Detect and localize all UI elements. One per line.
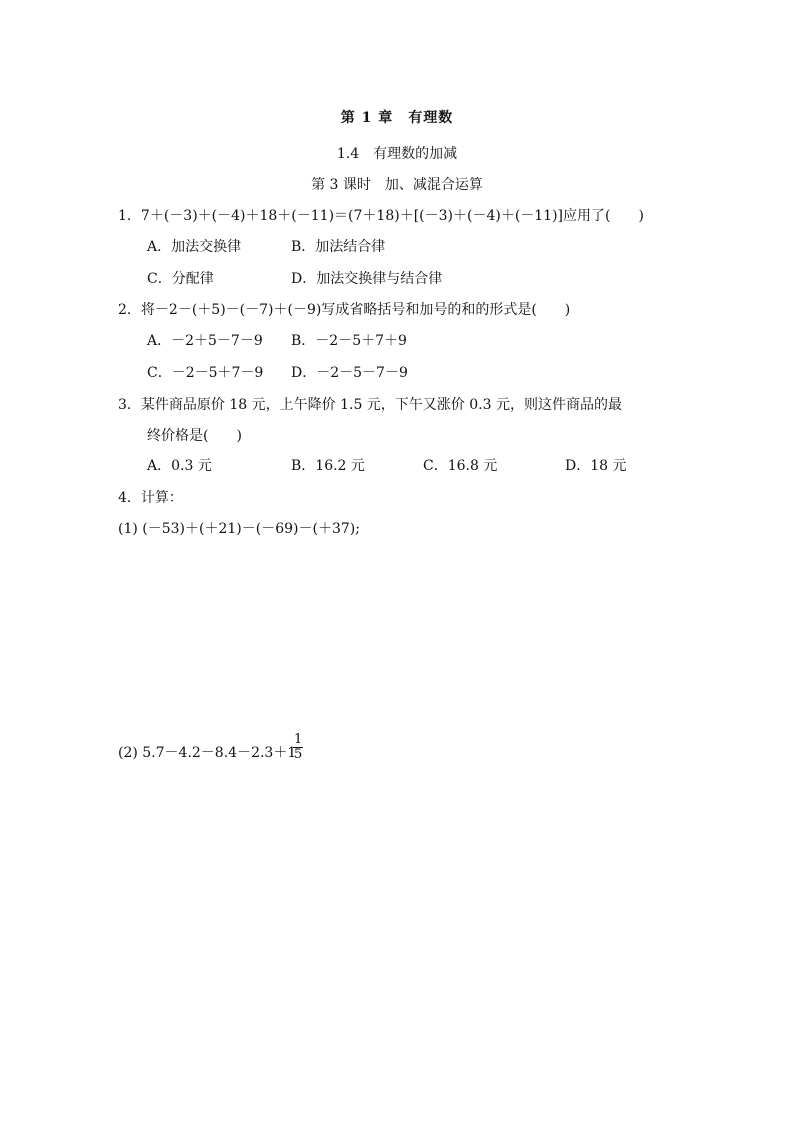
question-text: 7＋(－3)＋(－4)＋18＋(－11)＝(7＋18)＋[(－3)＋(－4)＋(－11)]应用了( ) [140, 208, 644, 224]
question-4 [118, 489, 183, 507]
question-number: 4． [118, 490, 141, 506]
question-number: 3． [118, 397, 141, 413]
question-text: 某件商品原价 18 元，上午降价 1.5 元，下午又涨价 0.3 元，则这件商品的最 [140, 397, 622, 413]
q4-part-1: (1) (－53)＋(＋21)－(－69)－(＋37); [118, 521, 360, 537]
fraction-numerator: 1 [294, 732, 303, 747]
q1-option-c: C．分配律 [147, 271, 214, 287]
q1-option-d: D．加法交换律与结合律 [291, 271, 443, 287]
lesson-title: 第 3 课时 加、减混合运算 [311, 177, 483, 193]
q2-option-b: B．－2－5＋7＋9 [291, 333, 407, 349]
question-text: 将－2－(＋5)－(－7)＋(－9)写成省略括号和加号的和的形式是( ) [140, 302, 571, 318]
fraction [293, 733, 303, 762]
fraction-denominator: 5 [294, 747, 303, 762]
question-number: 2． [118, 302, 141, 318]
question-3-continuation: 终价格是( ) [147, 428, 242, 444]
question-number: 1． [118, 208, 141, 224]
question-3 [118, 396, 622, 414]
q1-option-a: A．加法交换律 [147, 239, 242, 255]
q3-option-c: C．16.8 元 [423, 458, 498, 474]
q1-option-b: B．加法结合律 [291, 239, 386, 255]
question-text: 计算： [140, 490, 183, 506]
question-2 [118, 301, 570, 319]
q3-option-b: B．16.2 元 [291, 458, 365, 474]
chapter-title: 第 1 章 有理数 [340, 110, 454, 126]
q2-option-c: C．－2－5＋7－9 [147, 365, 264, 381]
q2-option-d: D．－2－5－7－9 [291, 365, 408, 381]
section-title: 1.4 有理数的加减 [336, 146, 458, 162]
q4-part-2 [118, 744, 296, 762]
q4-part-2-expression: (2) 5.7－4.2－8.4－2.3＋1 [118, 745, 297, 761]
question-1 [118, 207, 644, 225]
q2-option-a: A．－2＋5－7－9 [147, 333, 263, 349]
q3-option-a: A．0.3 元 [147, 458, 212, 474]
q3-option-d: D．18 元 [565, 458, 627, 474]
